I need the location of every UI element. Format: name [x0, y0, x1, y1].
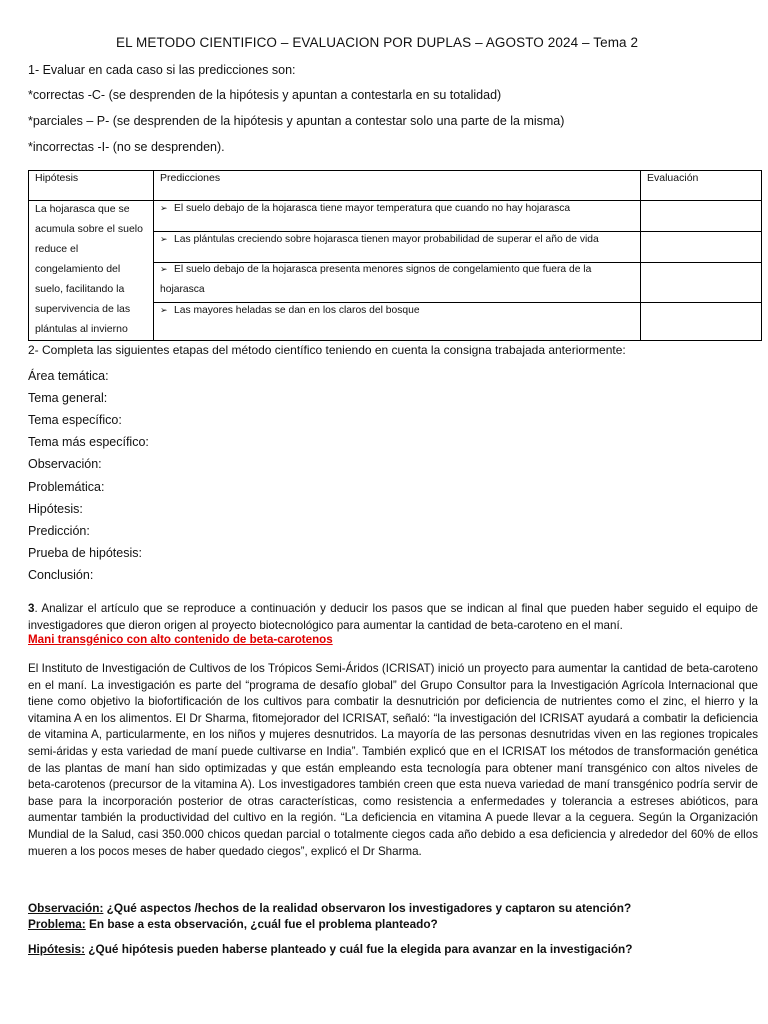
question-hipotesis: Hipótesis: ¿Qué hipótesis pueden haberse planteado y cuál fue la elegida para avanzar en la investigación? [28, 942, 633, 956]
stage-tema-mas-especifico: Tema más específico: [28, 435, 149, 449]
section2-heading: 2- Completa las siguientes etapas del método científico teniendo en cuenta la consigna trabajada anteriormente: [28, 343, 626, 357]
article-body: El Instituto de Investigación de Cultivos de los Trópicos Semi-Áridos (ICRISAT) inició un proyecto para aumentar la cantidad de beta-caroteno en el maní. La investigación es parte del “programa de desafío global” del Grupo Consultor para la Investigación Agrícola Internacional que tiene como objetivo la biofortificación de los cultivos para combatir la desnutrición por deficiencia de nutrientes como el zinc, el hierro y la vitamina A en los alimentos. El Dr Sharma, fitomejorador del ICRISAT, señaló: “la investigación del ICRISAT ayudará a combatir la deficiencia de vitamina A, particularmente, en los niños y mujeres desnutridos. La mayoría de las personas desnutridas viven en las regiones tropicales semi-áridas y esta variedad de maní puede cultivarse en India”. También explicó que en el ICRISAT los métodos de transformación genética de las plantas de maní han sido optimizadas y que están empleando esta tecnología para obtener maní transgénico con altos niveles de beta-carotenos (precursor de la vitamina A). Los investigadores también creen que esta nueva variedad de maní transgénico podría servir de base para la incorporación posterior de otras características, como resistencia a enfermedades y tolerancia a estreses abióticos, para aumentar también la productividad del cultivo en la región. “La deficiencia en vitamina A puede llevar a la ceguera. Según la Organización Mundial de la Salud, casi 350.000 chicos quedan parcial o totalmente ciegos cada año debido a esa deficiencia y alrededor del 60% de ellos mueren a los pocos meses de haber quedado ciegos”, explicó el Dr Sharma. [28, 662, 758, 858]
section3-intro: 3. Analizar el artículo que se reproduce a continuación y deducir los pasos que se indican al final que pueden haber seguido el equipo de investigadores que dieron origen al proyecto biotecnológico para aumentar la cantidad de beta-caroteno en el maní. [28, 602, 758, 632]
arrow-bullet-icon: ➢ [160, 305, 168, 315]
article-title: Mani transgénico con alto contenido de beta-carotenos [28, 633, 333, 646]
stage-hipotesis: Hipótesis: [28, 502, 83, 516]
evaluation-cell-4[interactable] [641, 303, 761, 340]
stage-tema-especifico: Tema específico: [28, 413, 122, 427]
prediction-2: ➢ Las plántulas creciendo sobre hojarasca tienen mayor probabilidad de superar el año de vida [160, 229, 638, 250]
stage-area-tematica: Área temática: [28, 369, 109, 383]
header-predictions: Predicciones [160, 172, 221, 184]
evaluation-cell-3[interactable] [641, 263, 761, 302]
stage-prediccion: Predicción: [28, 524, 90, 538]
header-evaluation: Evaluación [647, 172, 699, 184]
stage-tema-general: Tema general: [28, 391, 108, 405]
question-observacion: Observación: ¿Qué aspectos /hechos de la realidad observaron los investigadores y captaron su atención? [28, 901, 632, 915]
question-problema: Problema: En base a esta observación, ¿cuál fue el problema planteado? [28, 917, 438, 931]
criterion-incorrect: *incorrectas -I- (no se desprenden). [28, 140, 225, 154]
header-hypothesis: Hipótesis [35, 172, 79, 184]
criterion-partial: *parciales – P- (se desprenden de la hipótesis y apuntan a contestar solo una parte de la misma) [28, 114, 565, 128]
prediction-3: ➢ El suelo debajo de la hojarasca presenta menores signos de congelamiento que fuera de la hojarasca [160, 259, 638, 300]
criterion-correct: *correctas -C- (se desprenden de la hipótesis y apuntan a contestarla en su totalidad) [28, 88, 502, 102]
arrow-bullet-icon: ➢ [160, 234, 168, 244]
section1-heading: 1- Evaluar en cada caso si las predicciones son: [28, 63, 296, 77]
arrow-bullet-icon: ➢ [160, 203, 168, 213]
stage-prueba-hipotesis: Prueba de hipótesis: [28, 546, 142, 560]
evaluation-cell-1[interactable] [641, 201, 761, 231]
prediction-1: ➢ El suelo debajo de la hojarasca tiene mayor temperatura que cuando no hay hojarasca [160, 198, 638, 219]
hypothesis-text: La hojarasca que se acumula sobre el suelo reduce el congelamiento del suelo, facilitando la supervivencia de las plántulas al invierno [35, 203, 143, 335]
prediction-4: ➢ Las mayores heladas se dan en los claros del bosque [160, 300, 638, 321]
document-title: EL METODO CIENTIFICO – EVALUACION POR DUPLAS – AGOSTO 2024 – Tema 2 [116, 35, 639, 50]
predictions-table [28, 170, 762, 341]
stage-problematica: Problemática: [28, 480, 105, 494]
arrow-bullet-icon: ➢ [160, 264, 168, 274]
stage-conclusion: Conclusión: [28, 568, 94, 582]
evaluation-cell-2[interactable] [641, 232, 761, 262]
stage-observacion: Observación: [28, 457, 102, 471]
